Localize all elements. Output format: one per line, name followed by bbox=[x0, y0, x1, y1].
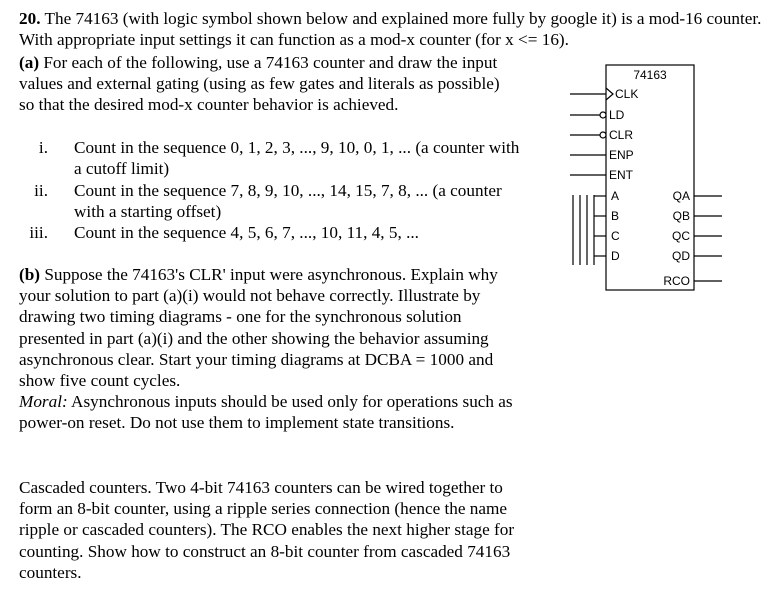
moral-label: Moral: bbox=[19, 392, 68, 412]
part-b-text: Suppose the 74163's CLR' input were asynchronous. Explain why your solution to part (a)(i) would not behave correctly. Illustrate by drawing two timing diagrams - one for the synchronous solution presented in part (a)(i) and the other showing the behavior assuming asynchronous clear. Start your timing diagrams at DCBA = 1000 and show five count cycles. bbox=[19, 265, 498, 391]
list-item-text: Count in the sequence 7, 8, 9, 10, ..., 14, 15, 7, 8, ... (a counter with a starting offset) bbox=[74, 181, 502, 222]
clock-triangle-icon bbox=[606, 88, 613, 100]
chip-title: 74163 bbox=[633, 68, 667, 82]
inversion-bubble-icon bbox=[600, 112, 606, 118]
cascade-text: Cascaded counters. Two 4-bit 74163 counters can be wired together to form an 8-bit counter, using a ripple series connection (hence the name ripple or cascaded counters). The RCO enables the next higher stage for counting. Show how to construct an 8-bit counter from cascaded 74163 counters. bbox=[19, 478, 515, 582]
list-item-text: Count in the sequence 0, 1, 2, 3, ..., 9, 10, 0, 1, ... (a counter with a cutoff limit) bbox=[74, 138, 520, 179]
problem-number: 20. bbox=[19, 9, 41, 28]
inversion-bubble-icon bbox=[600, 132, 606, 138]
part-a-text: For each of the following, use a 74163 counter and draw the input values and external gating (using as few gates and literals as possible) so that the desired mod-x counter behavior is achieved. bbox=[19, 53, 500, 115]
part-b-label: (b) bbox=[19, 265, 41, 284]
moral-text: Asynchronous inputs should be used only for operations such as power-on reset. Do not use them to implement state transitions. bbox=[19, 392, 513, 433]
pin-label-clr: CLR bbox=[609, 128, 634, 142]
list-item-number: i. bbox=[38, 138, 48, 157]
problem-intro-text: The 74163 (with logic symbol shown below and explained more fully by google it) is a mod-16 counter. With appropriate input settings it can function as a mod-x counter (for x <= 16). bbox=[19, 9, 762, 50]
list-item-number: iii. bbox=[29, 223, 48, 242]
list-item-text: Count in the sequence 4, 5, 6, 7, ..., 10, 11, 4, 5, ... bbox=[74, 223, 419, 242]
list-item-number: ii. bbox=[34, 181, 48, 200]
pin-label-qc: QC bbox=[672, 229, 690, 243]
pin-label-d: D bbox=[611, 249, 620, 263]
pin-label-ld: LD bbox=[609, 108, 625, 122]
pin-label-qa: QA bbox=[672, 189, 690, 203]
pin-label-rco: RCO bbox=[663, 274, 690, 288]
pin-label-b: B bbox=[611, 209, 620, 223]
pin-label-qd: QD bbox=[672, 249, 690, 263]
pin-label-enp: ENP bbox=[609, 148, 634, 162]
pin-label-ent: ENT bbox=[609, 168, 633, 182]
pin-label-c: C bbox=[611, 229, 620, 243]
pin-label-qb: QB bbox=[672, 209, 690, 223]
pin-label-clk: CLK bbox=[615, 87, 639, 101]
pin-label-a: A bbox=[611, 189, 620, 203]
part-a-label: (a) bbox=[19, 53, 40, 72]
